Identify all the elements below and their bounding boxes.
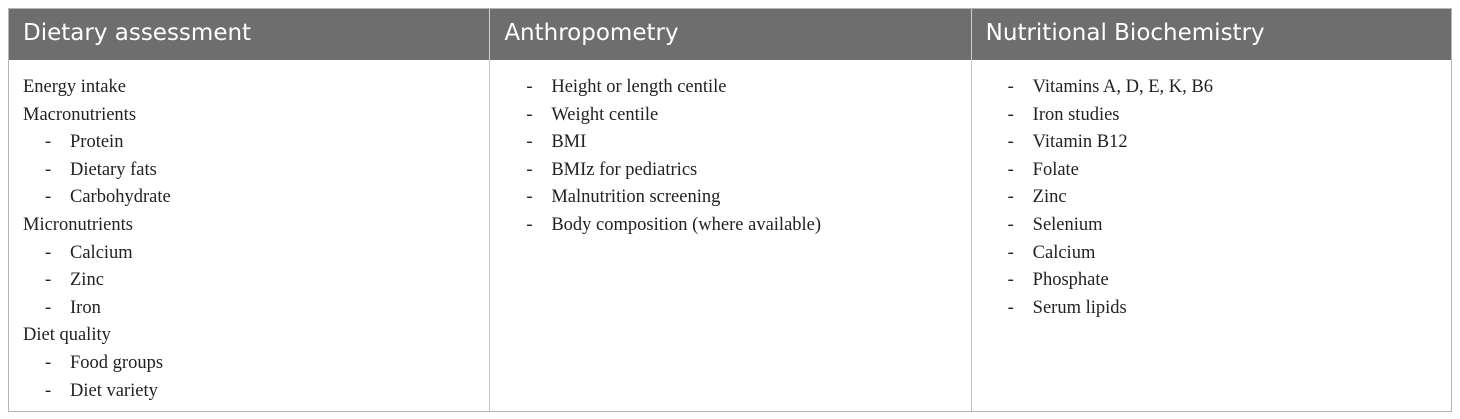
bullet-dash: - — [526, 77, 533, 97]
list-item-text: Carbohydrate — [70, 187, 171, 208]
list-item — [972, 157, 1451, 185]
list-item — [490, 212, 970, 240]
list-item-text: Food groups — [70, 352, 164, 373]
list-item-text: Height or length centile — [551, 77, 727, 97]
bullet-dash: - — [526, 104, 533, 125]
bullet-dash: - — [45, 270, 52, 291]
list-item-text: Calcium — [70, 242, 133, 263]
list-item — [9, 157, 489, 185]
list-item-text: Folate — [1032, 159, 1079, 180]
list-item-text: BMI — [551, 132, 587, 153]
header-anthropometry: Anthropometry — [489, 9, 970, 60]
list-item-text: Diet variety — [70, 380, 158, 401]
list-heading: Micronutrients — [23, 214, 133, 235]
list-item — [9, 129, 489, 157]
table-body-row — [9, 60, 1451, 411]
list-item — [9, 350, 489, 378]
bullet-dash: - — [45, 242, 52, 263]
list-heading: Macronutrients — [23, 104, 137, 125]
list-item-text: Iron studies — [1032, 104, 1120, 125]
list-item — [972, 295, 1451, 323]
list-item-text: Dietary fats — [70, 159, 157, 180]
list-heading: Diet quality — [23, 325, 111, 346]
dietary-assessment-cell — [9, 60, 489, 411]
bullet-dash: - — [1007, 214, 1014, 235]
bullet-dash: - — [45, 187, 52, 208]
list-item-text: Vitamins A, D, E, K, B6 — [1032, 77, 1213, 97]
list-item — [972, 240, 1451, 268]
list-item — [972, 102, 1451, 130]
bullet-dash: - — [1007, 104, 1014, 125]
bullet-dash: - — [526, 214, 533, 235]
list-item-text: Weight centile — [551, 104, 659, 125]
list-item — [490, 102, 970, 130]
table-header-row — [9, 9, 1451, 60]
bullet-dash: - — [1007, 297, 1014, 318]
list-item — [9, 295, 489, 323]
header-nutritional-biochemistry: Nutritional Biochemistry — [971, 9, 1451, 60]
list-item — [9, 378, 489, 406]
list-item — [972, 184, 1451, 212]
list-item — [9, 184, 489, 212]
list-item-text: Vitamin B12 — [1032, 132, 1128, 153]
list-item-text: Malnutrition screening — [551, 187, 721, 208]
list-item-text: Phosphate — [1032, 270, 1109, 291]
list-item-text: Zinc — [70, 270, 104, 291]
list-item — [490, 157, 970, 185]
list-heading: Energy intake — [23, 77, 126, 97]
list-item — [972, 267, 1451, 295]
bullet-dash: - — [45, 352, 52, 373]
list-item — [490, 129, 970, 157]
list-item-text: Zinc — [1032, 187, 1067, 208]
list-item — [972, 74, 1451, 102]
list-item-text: Iron — [70, 297, 101, 318]
bullet-dash: - — [1007, 159, 1014, 180]
bullet-dash: - — [526, 159, 533, 180]
list-item — [9, 267, 489, 295]
list-item — [972, 129, 1451, 157]
bullet-dash: - — [1007, 187, 1014, 208]
list-item — [490, 74, 970, 102]
bullet-dash: - — [1007, 270, 1014, 291]
list-item-text: Serum lipids — [1032, 297, 1127, 318]
list-item-text: Body composition (where available) — [551, 214, 822, 235]
bullet-dash: - — [1007, 132, 1014, 153]
bullet-dash: - — [45, 380, 52, 401]
anthropometry-cell — [489, 60, 970, 411]
list-item-text: BMIz for pediatrics — [551, 159, 698, 180]
bullet-dash: - — [526, 132, 533, 153]
list-item-text: Protein — [70, 132, 124, 153]
bullet-dash: - — [45, 132, 52, 153]
list-item — [9, 240, 489, 268]
list-item-text: Selenium — [1032, 214, 1103, 235]
header-dietary-assessment: Dietary assessment — [23, 20, 252, 46]
list-item — [490, 184, 970, 212]
nutritional-biochemistry-cell — [971, 60, 1451, 411]
bullet-dash: - — [526, 187, 533, 208]
bullet-dash: - — [45, 297, 52, 318]
bullet-dash: - — [1007, 77, 1014, 97]
assessment-table — [8, 8, 1452, 412]
bullet-dash: - — [1007, 242, 1014, 263]
list-item — [972, 212, 1451, 240]
bullet-dash: - — [45, 159, 52, 180]
list-item-text: Calcium — [1032, 242, 1096, 263]
